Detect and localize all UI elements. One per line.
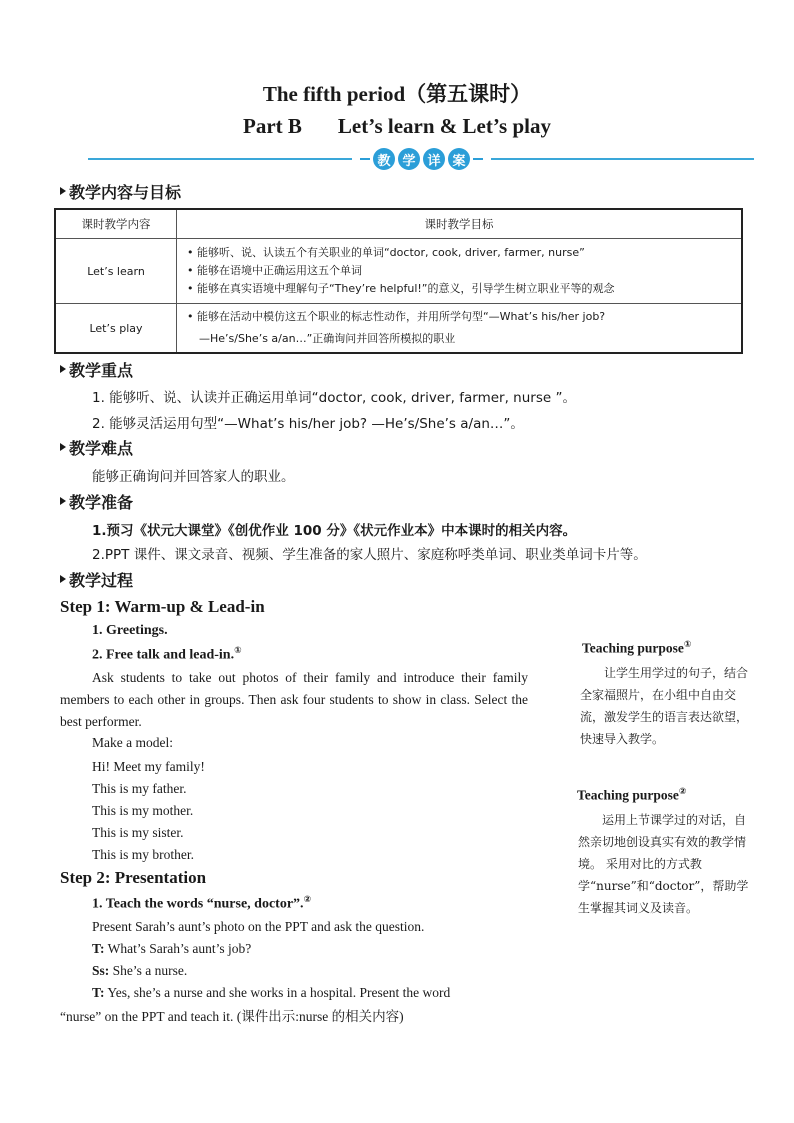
goal-item: • 能够听、说、认读五个有关职业的单词“doctor, cook, driver, farmer, nurse” xyxy=(187,246,585,259)
step1-item-greetings: 1. Greetings. xyxy=(92,623,168,638)
goal-item: • 能够在语境中正确运用这五个单词 xyxy=(187,264,362,277)
speaker-label: Ss: xyxy=(92,963,110,978)
triangle-bullet-icon xyxy=(60,365,66,373)
teaching-plan-badge xyxy=(352,147,491,171)
step1-title: Step 1: Warm-up & Lead-in xyxy=(60,597,265,616)
triangle-bullet-icon xyxy=(60,497,66,505)
model-line: This is my sister. xyxy=(92,825,184,840)
footnote-mark: ② xyxy=(678,787,687,797)
table-header-content: 课时教学内容 xyxy=(55,209,177,239)
dialogue-line: T: What’s Sarah’s aunt’s job? xyxy=(92,941,252,956)
page-subtitle xyxy=(0,114,794,139)
model-line: This is my brother. xyxy=(92,847,194,862)
side-note-text: 让学生用学过的句子，结合全家福照片，在小组中自由交流，激发学生的语言表达欲望，快速导入教学。 xyxy=(580,666,749,746)
step2-line: Present Sarah’s aunt’s photo on the PPT and ask the question. xyxy=(92,919,425,934)
page-title: The fifth period（第五课时） xyxy=(262,82,532,106)
table-row xyxy=(55,304,742,354)
section-heading-content-goals: 教学内容与目标 xyxy=(60,180,181,203)
dialogue-continuation: “nurse” on the PPT and teach it. (课件出示:nurse 的相关内容) xyxy=(60,1009,404,1024)
goal-item: —He’s/She’s a/an…”正确询问并回答所模拟的职业 xyxy=(199,332,456,345)
triangle-bullet-icon xyxy=(60,187,66,195)
step2-item-teach-words: 1. Teach the words “nurse, doctor”.② xyxy=(92,895,312,912)
dialogue-line: Ss: She’s a nurse. xyxy=(92,963,188,978)
speaker-label: T: xyxy=(92,941,105,956)
triangle-bullet-icon xyxy=(60,443,66,451)
model-line: This is my mother. xyxy=(92,803,194,818)
badge-char: 详 xyxy=(423,148,445,170)
lesson-label: Let’s learn & Let’s play xyxy=(337,114,551,138)
side-note-text: 运用上节课学过的对话，自然亲切地创设真实有效的教学情境。 采用对比的方式教学“nurse”和“doctor”，帮助学生掌握其词义及读音。 xyxy=(578,813,749,915)
preparation-item: 1.预习《状元大课堂》《创优作业 100 分》《状元作业本》中本课时的相关内容。 xyxy=(92,523,577,539)
step1-paragraph: Ask students to take out photos of their family and introduce their family members to each other in groups. Then ask four students to show in class. Select the best performer. xyxy=(60,670,528,729)
badge-char: 学 xyxy=(398,148,420,170)
footnote-mark: ① xyxy=(683,640,692,650)
step1-item-free-talk: 2. Free talk and lead-in.① xyxy=(92,646,242,663)
section-heading-key-points: 教学重点 xyxy=(60,358,133,381)
table-cell-goals xyxy=(177,304,743,354)
model-intro: Make a model: xyxy=(92,735,173,750)
model-line: This is my father. xyxy=(92,781,187,796)
table-cell-goals xyxy=(177,239,743,304)
goal-item: • 能够在真实语境中理解句子“They’re helpful!”的意义，引导学生树立职业平等的观念 xyxy=(187,282,615,295)
side-note-heading: Teaching purpose② xyxy=(577,787,687,803)
step2-title: Step 2: Presentation xyxy=(60,868,207,887)
footnote-mark: ① xyxy=(234,646,242,656)
triangle-bullet-icon xyxy=(60,575,66,583)
preparation-item: 2.PPT 课件、课文录音、视频、学生准备的家人照片、家庭称呼类单词、职业类单词卡片等。 xyxy=(92,547,647,563)
goals-table xyxy=(54,208,743,354)
table-header-goals: 课时教学目标 xyxy=(177,209,743,239)
badge-dash xyxy=(360,158,370,160)
badge-char: 教 xyxy=(373,148,395,170)
speaker-label: T: xyxy=(92,985,105,1000)
table-cell-content: Let’s play xyxy=(55,304,177,354)
goal-item: • 能够在活动中模仿这五个职业的标志性动作，并用所学句型“—What’s his/her job? xyxy=(187,310,606,323)
key-point-item: 1. 能够听、说、认读并正确运用单词“doctor, cook, driver, farmer, nurse ”。 xyxy=(92,390,576,406)
table-header-row xyxy=(55,209,742,239)
table-row xyxy=(55,239,742,304)
table-cell-content: Let’s learn xyxy=(55,239,177,304)
section-heading-process: 教学过程 xyxy=(60,568,133,591)
difficulty-text: 能够正确询问并回答家人的职业。 xyxy=(92,469,295,485)
part-label: Part B xyxy=(243,114,302,138)
badge-char: 案 xyxy=(448,148,470,170)
badge-dash xyxy=(473,158,483,160)
section-heading-difficulties: 教学难点 xyxy=(60,436,133,459)
footnote-mark: ② xyxy=(303,895,312,905)
side-note-heading: Teaching purpose① xyxy=(582,640,692,656)
model-line: Hi! Meet my family! xyxy=(92,759,205,774)
section-heading-preparation: 教学准备 xyxy=(60,490,133,513)
dialogue-line: T: Yes, she’s a nurse and she works in a hospital. Present the word xyxy=(92,985,451,1000)
key-point-item: 2. 能够灵活运用句型“—What’s his/her job? —He’s/She’s a/an…”。 xyxy=(92,416,524,432)
